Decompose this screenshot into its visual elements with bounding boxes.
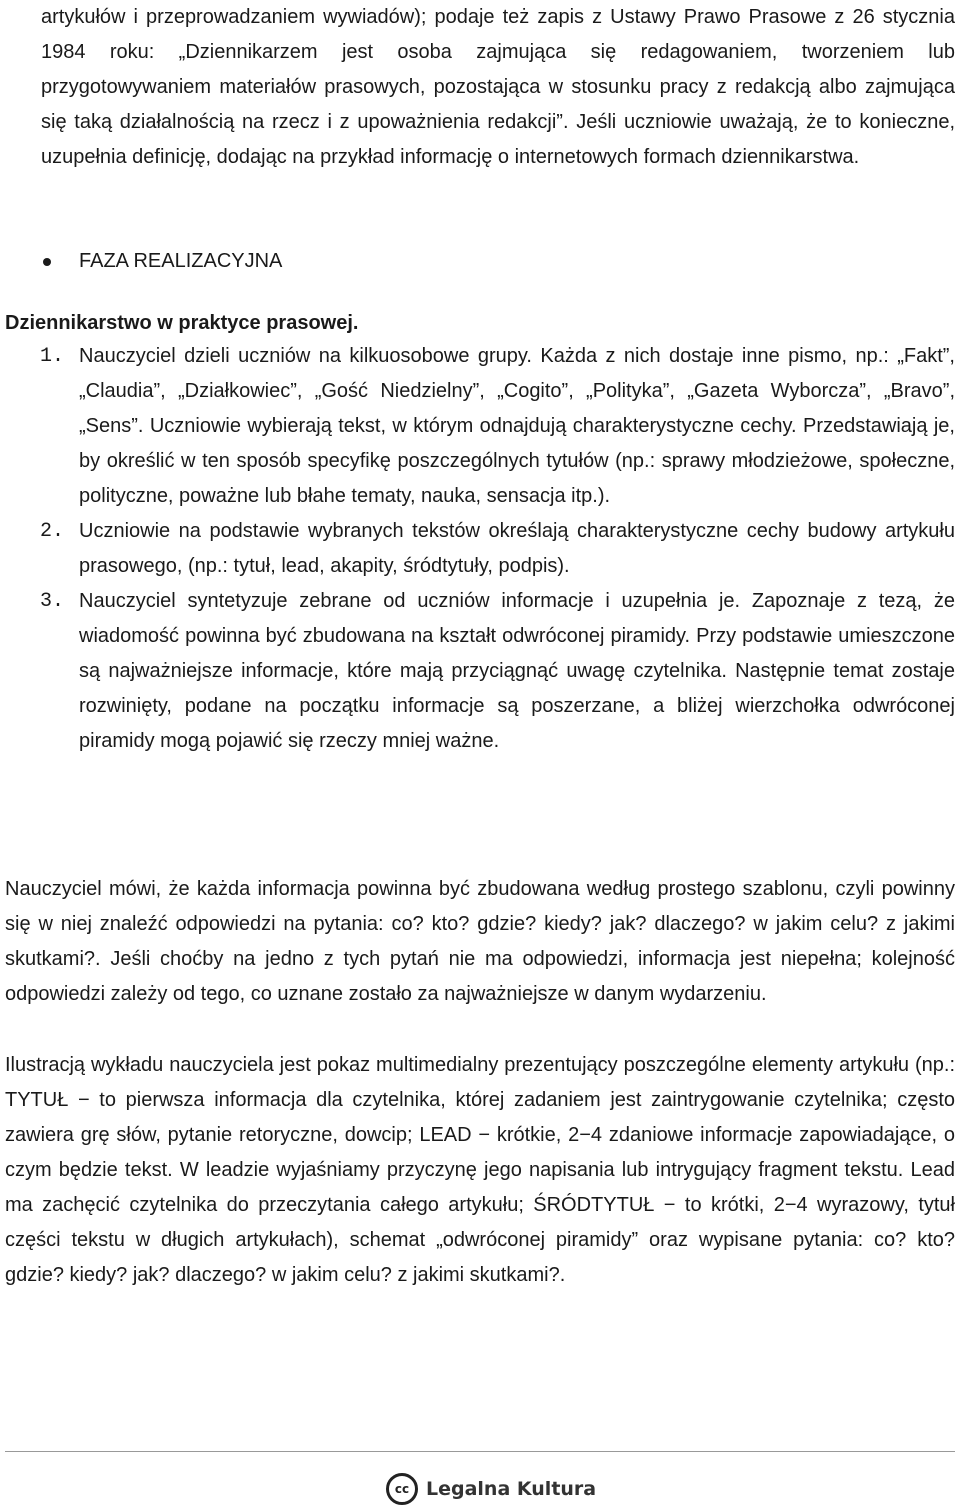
list-number: 1. bbox=[40, 345, 65, 368]
outro-paragraph-1: Nauczyciel mówi, że każda informacja powinna być zbudowana według prostego szablonu, czyli powinny się w niej znaleźć odpowiedzi na pytania: co? kto? gdzie? kiedy? jak? dlaczego? w jakim celu? z jakimi skutkami?. Jeśli choćby na jedno z tych pytań nie ma odpowiedzi, informacja jest niepełna; kolejność odpowiedzi zależy od tego, co uznane zostało za najważniejsze w danym wydarzeniu. bbox=[5, 878, 955, 1005]
list-text: Uczniowie na podstawie wybranych tekstów określają charakterystyczne cechy budowy artykułu prasowego, (np.: tytuł, lead, akapity, śródtytuły, podpis). bbox=[79, 520, 955, 577]
phase-heading: FAZA REALIZACYJNA bbox=[79, 250, 283, 272]
list-text: Nauczyciel dzieli uczniów na kilkuosobowe grupy. Każda z nich dostaje inne pismo, np.: „Fakt”, „Claudia”, „Działkowiec”, „Gość Niedzielny”, „Cogito”, „Polityka”, „Gazeta Wyborcza”, „Bravo”, „Sens”. Uczniowie wybierają tekst, w którym odnajdują charakterystyczne cechy. Przedstawiają je, by określić w ten sposób specyfikę poszczególnych tytułów (np.: sprawy młodzieżowe, społeczne, polityczne, poważne lub błahe tematy, nauka, sensacja itp.). bbox=[79, 345, 955, 507]
list-text: Nauczyciel syntetyzuje zebrane od uczniów informacje i uzupełnia je. Zapoznaje z tezą, że wiadomość powinna być zbudowana na kształt odwróconej piramidy. Przy podstawie umieszczone są najważniejsze informacje, które mają przyciągnąć uwagę czytelnika. Następnie temat zostaje rozwinięty, podane na początku informacje są poszerzane, a bliżej wierzchołka odwróconej piramidy mogą pojawić się rzeczy mniej ważne. bbox=[79, 590, 955, 752]
steps-list bbox=[5, 339, 955, 759]
list-number: 2. bbox=[40, 520, 65, 543]
list-item bbox=[5, 584, 955, 759]
bullet-heading-row bbox=[41, 244, 282, 279]
outro-paragraph-2: Ilustracją wykładu nauczyciela jest pokaz multimedialny prezentujący poszczególne elementy artykułu (np.: TYTUŁ − to pierwsza informacja dla czytelnika, której zadaniem jest zaintrygowanie czytelnika; często zawiera grę słów, pytanie retoryczne, dowcip; LEAD − krótkie, 2−4 zdaniowe informacje zapowiadające, o czym będzie tekst. W leadzie wyjaśniamy przyczynę jego napisania lub intrygujący fragment tekstu. Lead ma zachęcić czytelnika do przeczytania całego artykułu; ŚRÓDTYTUŁ − to krótki, 2−4 wyrazowy, tytuł części tekstu w długich artykułach), schemat „odwróconej piramidy” oraz wypisane pytania: co? kto? gdzie? kiedy? jak? dlaczego? w jakim celu? z jakimi skutkami?. bbox=[5, 1054, 955, 1286]
footer-divider bbox=[5, 1451, 955, 1452]
footer-logo bbox=[386, 1471, 596, 1507]
list-item bbox=[5, 514, 955, 584]
creative-commons-icon: cc bbox=[386, 1473, 418, 1505]
section-heading: Dziennikarstwo w praktyce prasowej. bbox=[5, 312, 359, 334]
intro-paragraph: artykułów i przeprowadzaniem wywiadów); podaje też zapis z Ustawy Prawo Prasowe z 26 stycznia 1984 roku: „Dziennikarzem jest osoba zajmująca się redagowaniem, tworzeniem lub przygotowywaniem materiałów prasowych, pozostająca w stosunku pracy z redakcją albo zajmująca się taką działalnością na rzecz i z upoważnienia redakcji”. Jeśli uczniowie uważają, że to konieczne, uzupełnia definicję, dodając na przykład informację o internetowych formach dziennikarstwa. bbox=[41, 6, 955, 168]
list-number: 3. bbox=[40, 590, 65, 613]
logo-text: Legalna Kultura bbox=[426, 1478, 597, 1500]
bullet-icon bbox=[43, 258, 51, 266]
list-item bbox=[5, 339, 955, 514]
